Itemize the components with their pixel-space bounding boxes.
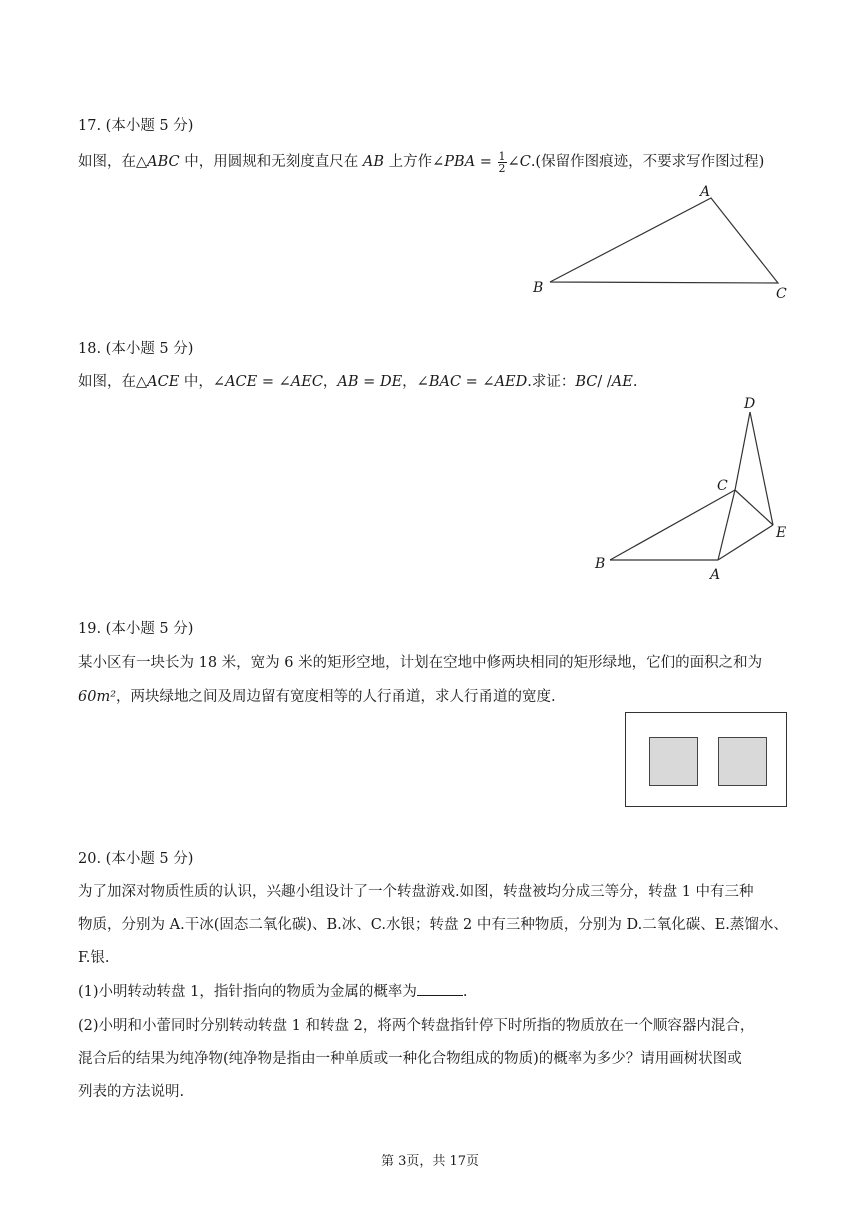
q19-rect-figure — [625, 712, 787, 807]
q20-line4: (1)小明转动转盘 1，指针指向的物质为金属的概率为 . — [78, 984, 468, 1000]
q17-heading: 17. (本小题 5 分) — [78, 118, 194, 134]
q19-heading: 19. (本小题 5 分) — [78, 621, 194, 637]
q19-green-plot-left — [649, 737, 698, 786]
q17-triangle-figure — [520, 180, 800, 305]
q18-text: 如图，在△ACE 中，∠ACE = ∠AEC，AB = DE，∠BAC = ∠AED.求证：BC/ /AE. — [78, 374, 638, 390]
q18-label-a: A — [710, 567, 721, 583]
q20-line3: F.银. — [78, 950, 110, 966]
q20-line1: 为了加深对物质性质的认识，兴趣小组设计了一个转盘游戏.如图，转盘被均分成三等分，转盘 1 中有三种 — [78, 884, 754, 900]
q18-label-d: D — [744, 396, 756, 412]
q20-line6: 混合后的结果为纯净物(纯净物是指由一种单质或一种化合物组成的物质)的概率为多少？请用画树状图或 — [78, 1051, 742, 1067]
q17-text: 如图，在△ABC 中，用圆规和无刻度直尺在 AB 上方作∠PBA = $\frac{1}{2}$ ∠C.(保留作图痕迹，不要求写作图过程) — [78, 149, 765, 175]
q20-line5: (2)小明和小蕾同时分别转动转盘 1 和转盘 2，将两个转盘指针停下时所指的物质放在一个顺容器内混合， — [78, 1018, 755, 1034]
q20-line7: 列表的方法说明. — [78, 1084, 185, 1100]
q20-line2: 物质，分别为 A.干冰(固态二氧化碳)、B.冰、C.水银；转盘 2 中有三种物质，分别为 D.二氧化碳、E.蒸馏水、 — [78, 917, 788, 933]
q17-triangle — [550, 198, 778, 283]
page-footer: 第 3页，共 17页 — [380, 1154, 480, 1169]
q17-label-c: C — [776, 286, 787, 302]
q17-label-a: A — [700, 184, 711, 200]
q18-label-e: E — [776, 525, 787, 541]
q17-label-b: B — [533, 280, 544, 296]
q19-line1: 某小区有一块长为 18 米，宽为 6 米的矩形空地，计划在空地中修两块相同的矩形绿地，它们的面积之和为 — [78, 655, 763, 671]
q17-fraction: $\frac{1}{2}$ — [498, 149, 506, 175]
q20-answer-blank[interactable] — [417, 983, 463, 996]
q18-heading: 18. (本小题 5 分) — [78, 341, 194, 357]
q19-green-plot-right — [718, 737, 767, 786]
q18-figure — [585, 390, 800, 585]
q19-line2: 60m²，两块绿地之间及周边留有宽度相等的人行甬道，求人行甬道的宽度. — [78, 689, 556, 705]
q20-heading: 20. (本小题 5 分) — [78, 851, 194, 867]
q18-label-c: C — [717, 478, 728, 494]
q18-label-b: B — [595, 556, 606, 572]
